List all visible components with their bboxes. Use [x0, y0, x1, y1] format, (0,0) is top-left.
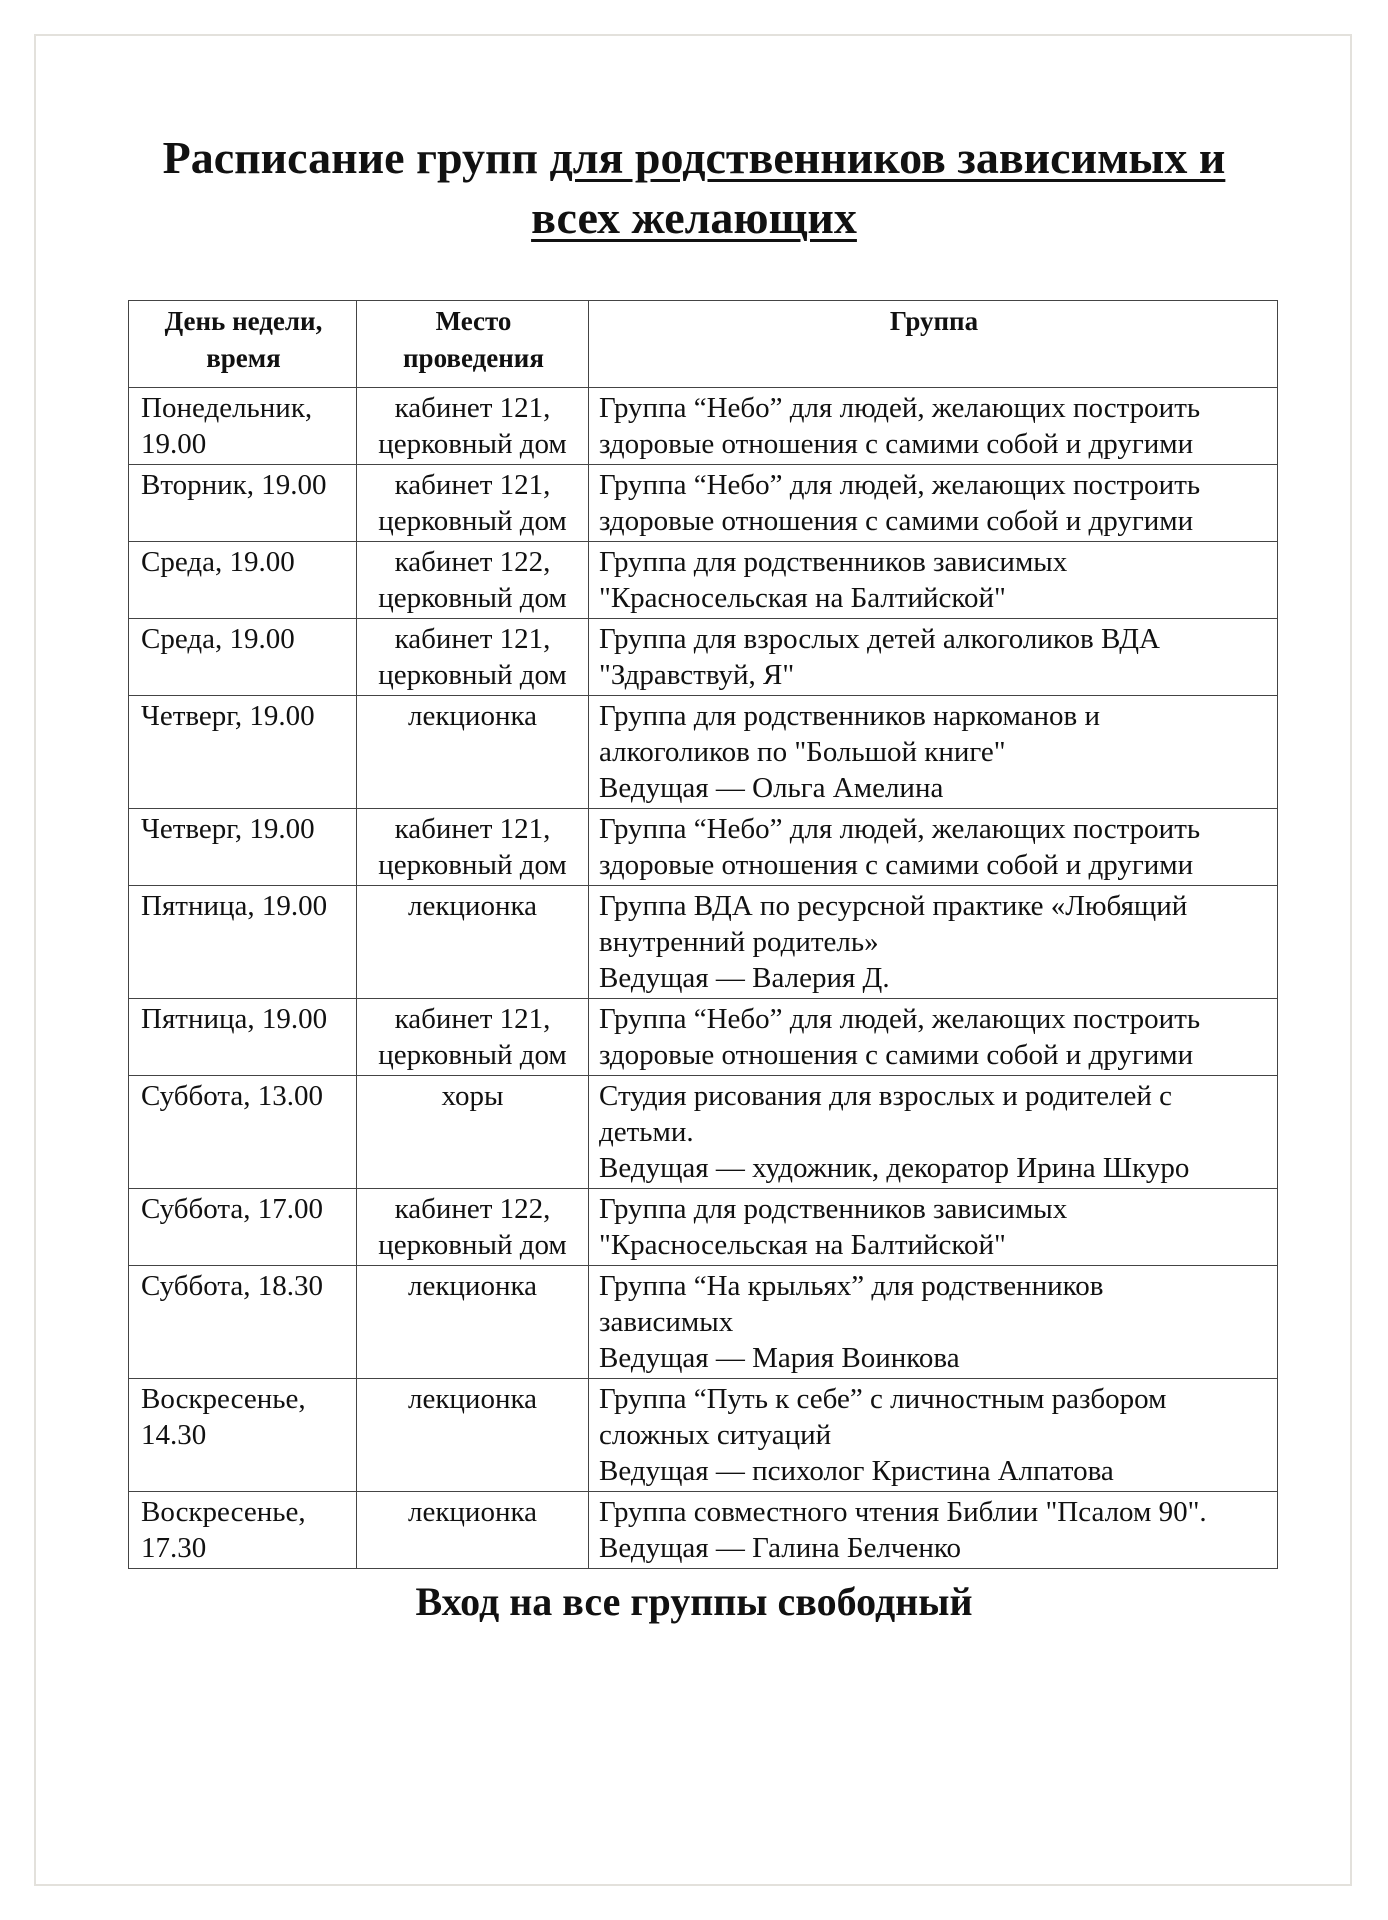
cell-group-line: зависимых — [599, 1306, 734, 1338]
cell-day-time — [129, 999, 357, 1076]
table-row — [129, 696, 1278, 809]
header-place — [357, 301, 589, 388]
cell-group-line: Ведущая — психолог Кристина Алпатова — [599, 1455, 1114, 1487]
cell-place-line: церковный дом — [378, 1039, 567, 1071]
cell-place — [357, 1492, 589, 1569]
schedule-body — [129, 388, 1278, 1569]
cell-group — [589, 886, 1278, 999]
cell-place-line: лекционка — [407, 1496, 537, 1528]
cell-day-time — [129, 1492, 357, 1569]
cell-day-time-line: Воскресенье, — [141, 1383, 306, 1415]
cell-group-line: Группа для родственников зависимых — [599, 1193, 1068, 1225]
cell-place — [357, 809, 589, 886]
cell-group-line: Группа “Небо” для людей, желающих построить — [599, 813, 1201, 845]
cell-group-line: здоровые отношения с самими собой и другими — [599, 428, 1194, 460]
cell-group-line: Ведущая — Ольга Амелина — [599, 772, 944, 804]
cell-day-time — [129, 886, 357, 999]
cell-place-line: церковный дом — [378, 582, 567, 614]
title-underlined-line2: всех желающих — [531, 192, 857, 243]
cell-day-time — [129, 809, 357, 886]
cell-place-line: церковный дом — [378, 505, 567, 537]
cell-place — [357, 1076, 589, 1189]
table-row — [129, 809, 1278, 886]
cell-day-time-line: Понедельник, — [141, 392, 313, 424]
cell-group-line: Группа для родственников наркоманов и — [599, 700, 1100, 732]
cell-place-line: хоры — [441, 1080, 504, 1112]
cell-day-time-line: 19.00 — [141, 428, 207, 460]
cell-group-line: Группа для родственников зависимых — [599, 546, 1068, 578]
cell-group-line: Группа “Небо” для людей, желающих построить — [599, 1003, 1201, 1035]
cell-day-time-line: 14.30 — [141, 1419, 207, 1451]
cell-day-time-line: 17.30 — [141, 1532, 207, 1564]
cell-group-line: Группа “Небо” для людей, желающих построить — [599, 392, 1201, 424]
cell-place-line: кабинет 122, — [394, 1193, 551, 1225]
cell-group-line: детьми. — [599, 1116, 694, 1148]
cell-day-time-line: Пятница, 19.00 — [141, 890, 328, 922]
header-day-time-line1: День недели, — [164, 306, 323, 336]
cell-group — [589, 619, 1278, 696]
cell-group — [589, 388, 1278, 465]
table-row — [129, 465, 1278, 542]
header-group-label: Группа — [889, 306, 979, 336]
cell-place-line: лекционка — [407, 890, 537, 922]
cell-group-line: алкоголиков по "Большой книге" — [599, 736, 1006, 768]
cell-group — [589, 542, 1278, 619]
cell-day-time-line: Пятница, 19.00 — [141, 1003, 328, 1035]
header-place-line1: Место — [435, 306, 512, 336]
cell-group-line: здоровые отношения с самими собой и другими — [599, 1039, 1194, 1071]
table-row — [129, 542, 1278, 619]
cell-day-time — [129, 1266, 357, 1379]
cell-group-line: "Красносельская на Балтийской" — [599, 1229, 1006, 1261]
cell-day-time-line: Суббота, 18.30 — [141, 1270, 324, 1302]
cell-place — [357, 696, 589, 809]
schedule-table — [128, 300, 1278, 1569]
cell-day-time-line: Вторник, 19.00 — [141, 469, 327, 501]
footer-note: Вход на все группы свободный — [415, 1579, 973, 1624]
cell-group-line: здоровые отношения с самими собой и другими — [599, 505, 1194, 537]
cell-place-line: кабинет 122, — [394, 546, 551, 578]
cell-place-line: лекционка — [407, 1270, 537, 1302]
cell-group — [589, 809, 1278, 886]
title-underlined-line1: для родственников зависимых и — [549, 132, 1226, 183]
cell-group — [589, 1266, 1278, 1379]
cell-day-time-line: Среда, 19.00 — [141, 623, 295, 655]
cell-group — [589, 465, 1278, 542]
cell-place — [357, 1266, 589, 1379]
cell-day-time-line: Суббота, 17.00 — [141, 1193, 324, 1225]
cell-group-line: Ведущая — Мария Воинкова — [599, 1342, 960, 1374]
cell-place — [357, 465, 589, 542]
cell-place — [357, 388, 589, 465]
cell-place — [357, 886, 589, 999]
table-row — [129, 1189, 1278, 1266]
cell-group-line: Группа “На крыльях” для родственников — [599, 1270, 1104, 1302]
header-place-line2: проведения — [403, 343, 544, 373]
cell-day-time — [129, 696, 357, 809]
cell-place — [357, 542, 589, 619]
header-day-time-line2: время — [206, 343, 281, 373]
cell-place-line: церковный дом — [378, 659, 567, 691]
cell-place — [357, 1379, 589, 1492]
cell-group-line: Ведущая — Галина Белченко — [599, 1532, 962, 1564]
cell-group — [589, 999, 1278, 1076]
cell-day-time — [129, 1189, 357, 1266]
cell-day-time — [129, 1076, 357, 1189]
cell-place-line: кабинет 121, — [394, 469, 551, 501]
cell-place — [357, 1189, 589, 1266]
cell-day-time — [129, 465, 357, 542]
header-group — [589, 301, 1278, 388]
cell-place-line: кабинет 121, — [394, 813, 551, 845]
cell-group-line: Группа “Путь к себе” с личностным разбором — [599, 1383, 1167, 1415]
cell-day-time — [129, 619, 357, 696]
cell-place-line: церковный дом — [378, 1229, 567, 1261]
cell-day-time — [129, 1379, 357, 1492]
cell-day-time-line: Воскресенье, — [141, 1496, 306, 1528]
cell-place-line: лекционка — [407, 1383, 537, 1415]
cell-group-line: Группа для взрослых детей алкоголиков ВДА — [599, 623, 1160, 655]
cell-group-line: Ведущая — Валерия Д. — [599, 962, 890, 994]
cell-place — [357, 999, 589, 1076]
title-plain: Расписание групп — [162, 132, 550, 183]
cell-group-line: Студия рисования для взрослых и родителей с — [599, 1080, 1172, 1112]
cell-group — [589, 1492, 1278, 1569]
table-row — [129, 388, 1278, 465]
table-header-row — [129, 301, 1278, 388]
cell-place-line: кабинет 121, — [394, 623, 551, 655]
cell-day-time — [129, 388, 357, 465]
cell-place-line: церковный дом — [378, 428, 567, 460]
cell-group-line: "Здравствуй, Я" — [599, 659, 795, 691]
cell-place-line: лекционка — [407, 700, 537, 732]
cell-group-line: здоровые отношения с самими собой и другими — [599, 849, 1194, 881]
cell-group-line: Группа “Небо” для людей, желающих построить — [599, 469, 1201, 501]
table-row — [129, 619, 1278, 696]
cell-group-line: сложных ситуаций — [599, 1419, 832, 1451]
cell-place — [357, 619, 589, 696]
cell-group-line: Группа совместного чтения Библии "Псалом 90". — [599, 1496, 1207, 1528]
cell-group — [589, 1076, 1278, 1189]
cell-day-time-line: Суббота, 13.00 — [141, 1080, 324, 1112]
cell-group — [589, 696, 1278, 809]
cell-group-line: "Красносельская на Балтийской" — [599, 582, 1006, 614]
page-title — [120, 128, 1268, 248]
header-day-time — [129, 301, 357, 388]
table-row — [129, 1076, 1278, 1189]
cell-place-line: кабинет 121, — [394, 1003, 551, 1035]
cell-group — [589, 1189, 1278, 1266]
table-row — [129, 1492, 1278, 1569]
cell-day-time-line: Четверг, 19.00 — [141, 813, 315, 845]
cell-group-line: Группа ВДА по ресурсной практике «Любящий — [599, 890, 1188, 922]
cell-group-line: внутренний родитель» — [599, 926, 879, 958]
table-row — [129, 1266, 1278, 1379]
cell-day-time-line: Четверг, 19.00 — [141, 700, 315, 732]
cell-day-time-line: Среда, 19.00 — [141, 546, 295, 578]
cell-place-line: церковный дом — [378, 849, 567, 881]
table-row — [129, 999, 1278, 1076]
table-row — [129, 886, 1278, 999]
cell-group — [589, 1379, 1278, 1492]
cell-group-line: Ведущая — художник, декоратор Ирина Шкуро — [599, 1152, 1190, 1184]
cell-place-line: кабинет 121, — [394, 392, 551, 424]
table-row — [129, 1379, 1278, 1492]
cell-day-time — [129, 542, 357, 619]
